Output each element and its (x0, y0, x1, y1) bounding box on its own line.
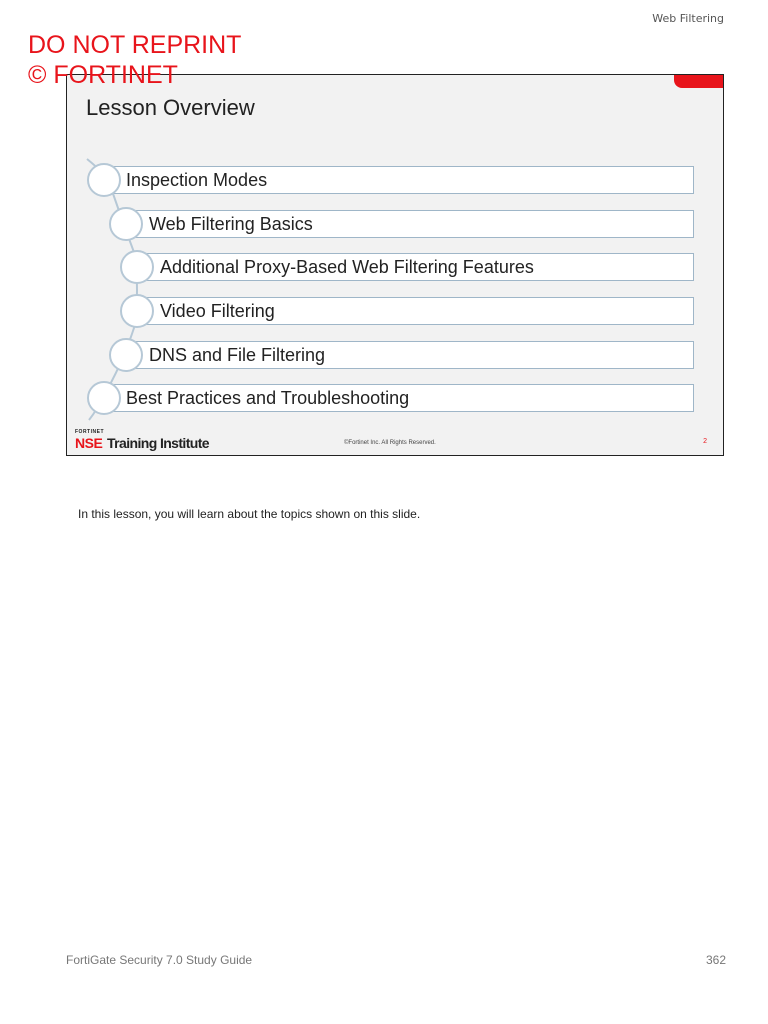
bullet-circle-icon (109, 338, 143, 372)
agenda-item-best-practices (105, 384, 694, 412)
watermark-line-1: DO NOT REPRINT (28, 31, 242, 59)
agenda-item-inspection-modes (105, 166, 694, 194)
agenda-item-dns-file-filtering (129, 341, 694, 369)
slide-number: 2 (703, 438, 707, 445)
bullet-circle-icon (109, 207, 143, 241)
watermark-line-2: © FORTINET (28, 61, 178, 89)
slide-copyright: ©Fortinet Inc. All Rights Reserved. (344, 440, 436, 446)
bullet-circle-icon (87, 381, 121, 415)
agenda-item-label: Additional Proxy-Based Web Filtering Features (160, 257, 534, 277)
slide-title: Lesson Overview (86, 95, 255, 120)
agenda-item-label: Video Filtering (160, 301, 275, 321)
footer-guide-title: FortiGate Security 7.0 Study Guide (66, 953, 253, 967)
agenda-item-label: DNS and File Filtering (149, 345, 326, 365)
section-header: Web Filtering (652, 12, 724, 25)
logo-nse-text: NSE (75, 435, 103, 451)
nse-training-institute-logo (75, 429, 215, 451)
agenda-item-label: Web Filtering Basics (149, 214, 313, 234)
fortinet-brand-text: FORTINET (75, 429, 104, 435)
logo-institute-text: Training Institute (107, 435, 209, 451)
lesson-description: In this lesson, you will learn about the topics shown on this slide. (78, 507, 421, 521)
bullet-circle-icon (87, 163, 121, 197)
footer-page-number: 362 (705, 953, 726, 967)
bullet-circle-icon (120, 250, 154, 284)
bullet-circle-icon (120, 294, 154, 328)
agenda-item-label: Inspection Modes (126, 170, 268, 190)
watermark (28, 30, 241, 90)
slide (66, 74, 724, 456)
agenda-item-label: Best Practices and Troubleshooting (126, 388, 410, 408)
agenda-item-additional-proxy-features (139, 253, 694, 281)
agenda-item-web-filtering-basics (129, 210, 694, 238)
agenda-item-video-filtering (139, 297, 694, 325)
